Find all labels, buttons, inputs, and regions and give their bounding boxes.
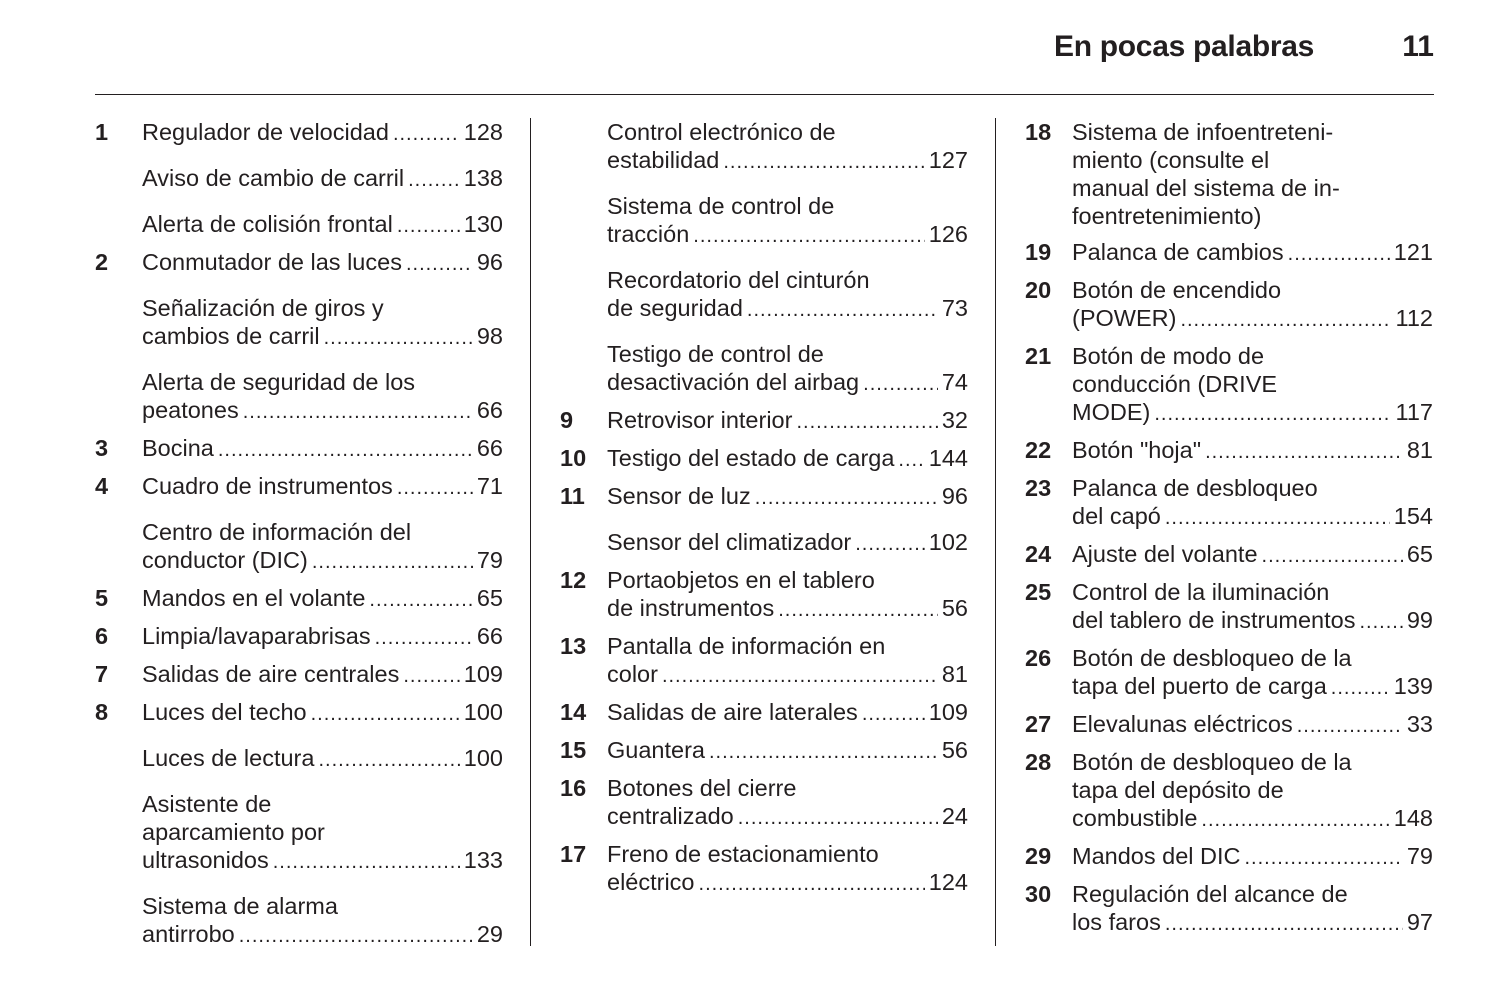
page-ref[interactable]: 154 bbox=[1393, 503, 1433, 529]
entry-label: centralizado bbox=[607, 803, 734, 829]
entry-text: Regulación del alcance de bbox=[1072, 881, 1348, 907]
entry-label: Aviso de cambio de carril bbox=[142, 165, 405, 191]
index-entry bbox=[95, 584, 503, 614]
index-entry bbox=[95, 434, 503, 464]
dot-leader bbox=[738, 804, 938, 832]
page-ref[interactable]: 102 bbox=[928, 529, 968, 555]
page-ref[interactable]: 100 bbox=[463, 745, 503, 771]
dot-leader bbox=[1165, 910, 1403, 938]
dot-leader bbox=[1359, 608, 1402, 636]
entry-label: Bocina bbox=[142, 435, 214, 461]
entry-label: cambios de carril bbox=[142, 323, 320, 349]
page-ref[interactable]: 74 bbox=[941, 369, 968, 395]
dot-leader bbox=[796, 408, 937, 436]
entry-number: 11 bbox=[560, 483, 585, 509]
dot-leader bbox=[324, 324, 473, 352]
entry-number: 6 bbox=[95, 623, 109, 649]
entry-label: ultrasonidos bbox=[142, 847, 269, 873]
index-entry bbox=[95, 472, 503, 502]
header-divider bbox=[95, 94, 1434, 95]
page-number: 11 bbox=[1402, 30, 1434, 63]
entry-label: Conmutador de las luces bbox=[142, 249, 402, 275]
entry-text: Sistema de alarma bbox=[142, 893, 338, 919]
entry-number: 5 bbox=[95, 585, 109, 611]
index-entry bbox=[560, 340, 968, 398]
index-entry bbox=[560, 566, 968, 624]
entry-label: color bbox=[607, 661, 658, 687]
page-ref[interactable]: 130 bbox=[463, 211, 503, 237]
page-ref[interactable]: 29 bbox=[476, 921, 503, 947]
index-entry bbox=[1025, 842, 1433, 872]
page-ref[interactable]: 79 bbox=[476, 547, 503, 573]
index-entry bbox=[560, 840, 968, 898]
page-ref[interactable]: 148 bbox=[1393, 805, 1433, 831]
dot-leader bbox=[397, 474, 473, 502]
entry-label: Botón "hoja" bbox=[1072, 437, 1202, 463]
entry-text: conducción (DRIVE bbox=[1072, 371, 1278, 397]
column-divider-1 bbox=[530, 118, 531, 946]
page-ref[interactable]: 127 bbox=[928, 147, 968, 173]
entry-label: MODE) bbox=[1072, 399, 1151, 425]
index-entry bbox=[560, 444, 968, 474]
entry-number: 27 bbox=[1025, 711, 1052, 737]
entry-text: Control de la iluminación bbox=[1072, 579, 1330, 605]
index-column-3 bbox=[1025, 118, 1433, 938]
entry-number: 29 bbox=[1025, 843, 1052, 869]
dot-leader bbox=[1245, 844, 1403, 872]
index-entry bbox=[95, 698, 503, 728]
entry-label: del tablero de instrumentos bbox=[1072, 607, 1356, 633]
dot-leader bbox=[1288, 240, 1390, 268]
entry-text: Portaobjetos en el tablero bbox=[607, 567, 875, 593]
column-divider-2 bbox=[995, 118, 996, 946]
entry-label: tracción bbox=[607, 221, 690, 247]
page-ref[interactable]: 99 bbox=[1406, 607, 1433, 633]
entry-label: Palanca de cambios bbox=[1072, 239, 1284, 265]
entry-number: 19 bbox=[1025, 239, 1052, 265]
dot-leader bbox=[863, 370, 938, 398]
entry-text: miento (consulte el bbox=[1072, 147, 1270, 173]
page-ref[interactable]: 56 bbox=[941, 737, 968, 763]
dot-leader bbox=[662, 662, 938, 690]
index-entry bbox=[560, 482, 968, 512]
index-entry bbox=[560, 528, 968, 558]
page-ref[interactable]: 100 bbox=[463, 699, 503, 725]
index-entry bbox=[95, 368, 503, 426]
entry-number: 30 bbox=[1025, 881, 1052, 907]
entry-text: Botón de encendido bbox=[1072, 277, 1282, 303]
entry-text: tapa del depósito de bbox=[1072, 777, 1284, 803]
entry-label: Sensor de luz bbox=[607, 483, 751, 509]
dot-leader bbox=[755, 484, 938, 512]
entry-text: Palanca de desbloqueo bbox=[1072, 475, 1318, 501]
dot-leader bbox=[318, 746, 459, 774]
entry-label: Elevalunas eléctricos bbox=[1072, 711, 1293, 737]
index-entry bbox=[1025, 118, 1433, 230]
entry-label: peatones bbox=[142, 397, 239, 423]
index-entry bbox=[1025, 644, 1433, 702]
index-entry bbox=[95, 744, 503, 774]
page-ref[interactable]: 138 bbox=[463, 165, 503, 191]
index-entry bbox=[560, 266, 968, 324]
page-ref[interactable]: 65 bbox=[476, 585, 503, 611]
page-ref[interactable]: 79 bbox=[1406, 843, 1433, 869]
page-ref[interactable]: 124 bbox=[928, 869, 968, 895]
entry-label: Luces del techo bbox=[142, 699, 307, 725]
dot-leader bbox=[243, 398, 473, 426]
entry-label: Testigo del estado de carga bbox=[607, 445, 895, 471]
entry-number: 26 bbox=[1025, 645, 1052, 671]
dot-leader bbox=[408, 166, 460, 194]
dot-leader bbox=[1180, 306, 1391, 334]
entry-label: (POWER) bbox=[1072, 305, 1177, 331]
dot-leader bbox=[898, 446, 924, 474]
page-ref[interactable]: 65 bbox=[1406, 541, 1433, 567]
entry-text: aparcamiento por bbox=[142, 819, 325, 845]
entry-number: 8 bbox=[95, 699, 109, 725]
entry-number: 15 bbox=[560, 737, 587, 763]
index-entry bbox=[95, 660, 503, 690]
index-entry bbox=[560, 774, 968, 832]
entry-text: Botón de desbloqueo de la bbox=[1072, 645, 1352, 671]
page-ref[interactable]: 33 bbox=[1406, 711, 1433, 737]
index-entry bbox=[1025, 276, 1433, 334]
dot-leader bbox=[1205, 438, 1403, 466]
index-entry bbox=[1025, 880, 1433, 938]
page-ref[interactable]: 109 bbox=[463, 661, 503, 687]
page-ref[interactable]: 66 bbox=[476, 435, 503, 461]
page-ref[interactable]: 66 bbox=[476, 397, 503, 423]
dot-leader bbox=[369, 586, 472, 614]
entry-text: Pantalla de información en bbox=[607, 633, 886, 659]
dot-leader bbox=[1297, 712, 1403, 740]
page-ref[interactable]: 126 bbox=[928, 221, 968, 247]
index-entry bbox=[1025, 436, 1433, 466]
entry-text: Botones del cierre bbox=[607, 775, 797, 801]
page-ref[interactable]: 96 bbox=[941, 483, 968, 509]
index-entry bbox=[95, 210, 503, 240]
entry-number: 25 bbox=[1025, 579, 1052, 605]
dot-leader bbox=[406, 250, 473, 278]
index-entry bbox=[95, 118, 503, 148]
dot-leader bbox=[393, 120, 460, 148]
index-entry bbox=[1025, 474, 1433, 532]
page-ref[interactable]: 112 bbox=[1395, 305, 1433, 331]
entry-label: desactivación del airbag bbox=[607, 369, 860, 395]
index-entry bbox=[95, 294, 503, 352]
entry-text: manual del sistema de in- bbox=[1072, 175, 1340, 201]
entry-label: Sensor del climatizador bbox=[607, 529, 852, 555]
entry-number: 24 bbox=[1025, 541, 1052, 567]
index-entry bbox=[1025, 342, 1433, 428]
entry-number: 21 bbox=[1025, 343, 1052, 369]
dot-leader bbox=[699, 870, 925, 898]
dot-leader bbox=[1201, 806, 1389, 834]
entry-number: 13 bbox=[560, 633, 587, 659]
entry-number: 23 bbox=[1025, 475, 1052, 501]
entry-label: Luces de lectura bbox=[142, 745, 315, 771]
page-ref[interactable]: 98 bbox=[476, 323, 503, 349]
entry-label: los faros bbox=[1072, 909, 1161, 935]
index-entry bbox=[560, 632, 968, 690]
entry-label: Regulador de velocidad bbox=[142, 119, 389, 145]
entry-number: 4 bbox=[95, 473, 109, 499]
page-ref[interactable]: 121 bbox=[1393, 239, 1433, 265]
dot-leader bbox=[273, 848, 460, 876]
entry-text: Centro de información del bbox=[142, 519, 412, 545]
entry-label: estabilidad bbox=[607, 147, 720, 173]
dot-leader bbox=[862, 700, 925, 728]
entry-label: conductor (DIC) bbox=[142, 547, 308, 573]
entry-number: 10 bbox=[560, 445, 587, 471]
page-ref[interactable]: 109 bbox=[928, 699, 968, 725]
entry-text: Señalización de giros y bbox=[142, 295, 384, 321]
page-ref[interactable]: 117 bbox=[1395, 399, 1433, 425]
index-entry bbox=[560, 118, 968, 176]
index-entry bbox=[560, 698, 968, 728]
page-ref[interactable]: 128 bbox=[463, 119, 503, 145]
index-entry bbox=[95, 248, 503, 278]
entry-number: 16 bbox=[560, 775, 587, 801]
entry-number: 28 bbox=[1025, 749, 1052, 775]
dot-leader bbox=[693, 222, 924, 250]
entry-label: Mandos en el volante bbox=[142, 585, 366, 611]
page-ref[interactable]: 24 bbox=[941, 803, 968, 829]
index-entry bbox=[560, 406, 968, 436]
index-entry bbox=[1025, 540, 1433, 570]
entry-text: Control electrónico de bbox=[607, 119, 836, 145]
dot-leader bbox=[778, 596, 938, 624]
index-entry bbox=[95, 622, 503, 652]
dot-leader bbox=[1262, 542, 1403, 570]
entry-text: Alerta de seguridad de los bbox=[142, 369, 416, 395]
entry-label: Ajuste del volante bbox=[1072, 541, 1258, 567]
entry-label: de seguridad bbox=[607, 295, 743, 321]
entry-label: combustible bbox=[1072, 805, 1198, 831]
entry-text: Testigo de control de bbox=[607, 341, 824, 367]
dot-leader bbox=[403, 662, 459, 690]
entry-number: 7 bbox=[95, 661, 109, 687]
index-entry bbox=[95, 790, 503, 876]
page-ref[interactable]: 56 bbox=[941, 595, 968, 621]
dot-leader bbox=[1331, 674, 1390, 702]
dot-leader bbox=[1154, 400, 1391, 428]
entry-text: foentretenimiento) bbox=[1072, 203, 1262, 229]
entry-label: Salidas de aire centrales bbox=[142, 661, 400, 687]
dot-leader bbox=[1165, 504, 1390, 532]
entry-number: 2 bbox=[95, 249, 109, 275]
entry-label: de instrumentos bbox=[607, 595, 775, 621]
index-entry bbox=[1025, 710, 1433, 740]
entry-number: 17 bbox=[560, 841, 587, 867]
page-ref[interactable]: 81 bbox=[1406, 437, 1433, 463]
dot-leader bbox=[311, 700, 460, 728]
dot-leader bbox=[239, 922, 473, 950]
entry-label: Retrovisor interior bbox=[607, 407, 793, 433]
entry-number: 22 bbox=[1025, 437, 1052, 463]
page-ref[interactable]: 96 bbox=[476, 249, 503, 275]
index-entry bbox=[560, 736, 968, 766]
page-ref[interactable]: 66 bbox=[476, 623, 503, 649]
entry-number: 18 bbox=[1025, 119, 1052, 145]
dot-leader bbox=[747, 296, 938, 324]
entry-label: eléctrico bbox=[607, 869, 695, 895]
page-ref[interactable]: 71 bbox=[476, 473, 503, 499]
entry-text: Asistente de bbox=[142, 791, 272, 817]
entry-text: Sistema de control de bbox=[607, 193, 835, 219]
entry-text: Botón de modo de bbox=[1072, 343, 1265, 369]
entry-label: del capó bbox=[1072, 503, 1161, 529]
page-ref[interactable]: 73 bbox=[941, 295, 968, 321]
entry-label: Alerta de colisión frontal bbox=[142, 211, 393, 237]
entry-number: 1 bbox=[95, 119, 109, 145]
index-entry bbox=[1025, 578, 1433, 636]
entry-number: 12 bbox=[560, 567, 587, 593]
entry-number: 20 bbox=[1025, 277, 1052, 303]
page-ref[interactable]: 97 bbox=[1406, 909, 1433, 935]
dot-leader bbox=[312, 548, 473, 576]
index-column-1 bbox=[95, 118, 503, 950]
page-ref[interactable]: 139 bbox=[1393, 673, 1433, 699]
entry-number: 9 bbox=[560, 407, 574, 433]
entry-label: antirrobo bbox=[142, 921, 235, 947]
page-ref[interactable]: 133 bbox=[463, 847, 503, 873]
index-entry bbox=[1025, 748, 1433, 834]
entry-label: Limpia/lavaparabrisas bbox=[142, 623, 371, 649]
entry-label: tapa del puerto de carga bbox=[1072, 673, 1327, 699]
entry-text: Sistema de infoentreteni- bbox=[1072, 119, 1334, 145]
index-column-2 bbox=[560, 118, 968, 898]
dot-leader bbox=[709, 738, 938, 766]
dot-leader bbox=[375, 624, 473, 652]
index-entry bbox=[1025, 238, 1433, 268]
index-entry bbox=[560, 192, 968, 250]
index-entry bbox=[95, 892, 503, 950]
dot-leader bbox=[855, 530, 925, 558]
page-ref[interactable]: 81 bbox=[941, 661, 968, 687]
entry-number: 3 bbox=[95, 435, 109, 461]
entry-text: Freno de estacionamiento bbox=[607, 841, 879, 867]
entry-number: 14 bbox=[560, 699, 587, 725]
dot-leader bbox=[218, 436, 473, 464]
entry-label: Salidas de aire laterales bbox=[607, 699, 858, 725]
dot-leader bbox=[723, 148, 924, 176]
entry-text: Botón de desbloqueo de la bbox=[1072, 749, 1352, 775]
entry-label: Guantera bbox=[607, 737, 705, 763]
entry-label: Cuadro de instrumentos bbox=[142, 473, 393, 499]
page-title: En pocas palabras bbox=[1053, 30, 1314, 63]
page-ref[interactable]: 32 bbox=[941, 407, 968, 433]
index-entry bbox=[95, 164, 503, 194]
dot-leader bbox=[397, 212, 460, 240]
page-ref[interactable]: 144 bbox=[928, 445, 968, 471]
index-entry bbox=[95, 518, 503, 576]
entry-text: Recordatorio del cinturón bbox=[607, 267, 870, 293]
entry-label: Mandos del DIC bbox=[1072, 843, 1241, 869]
